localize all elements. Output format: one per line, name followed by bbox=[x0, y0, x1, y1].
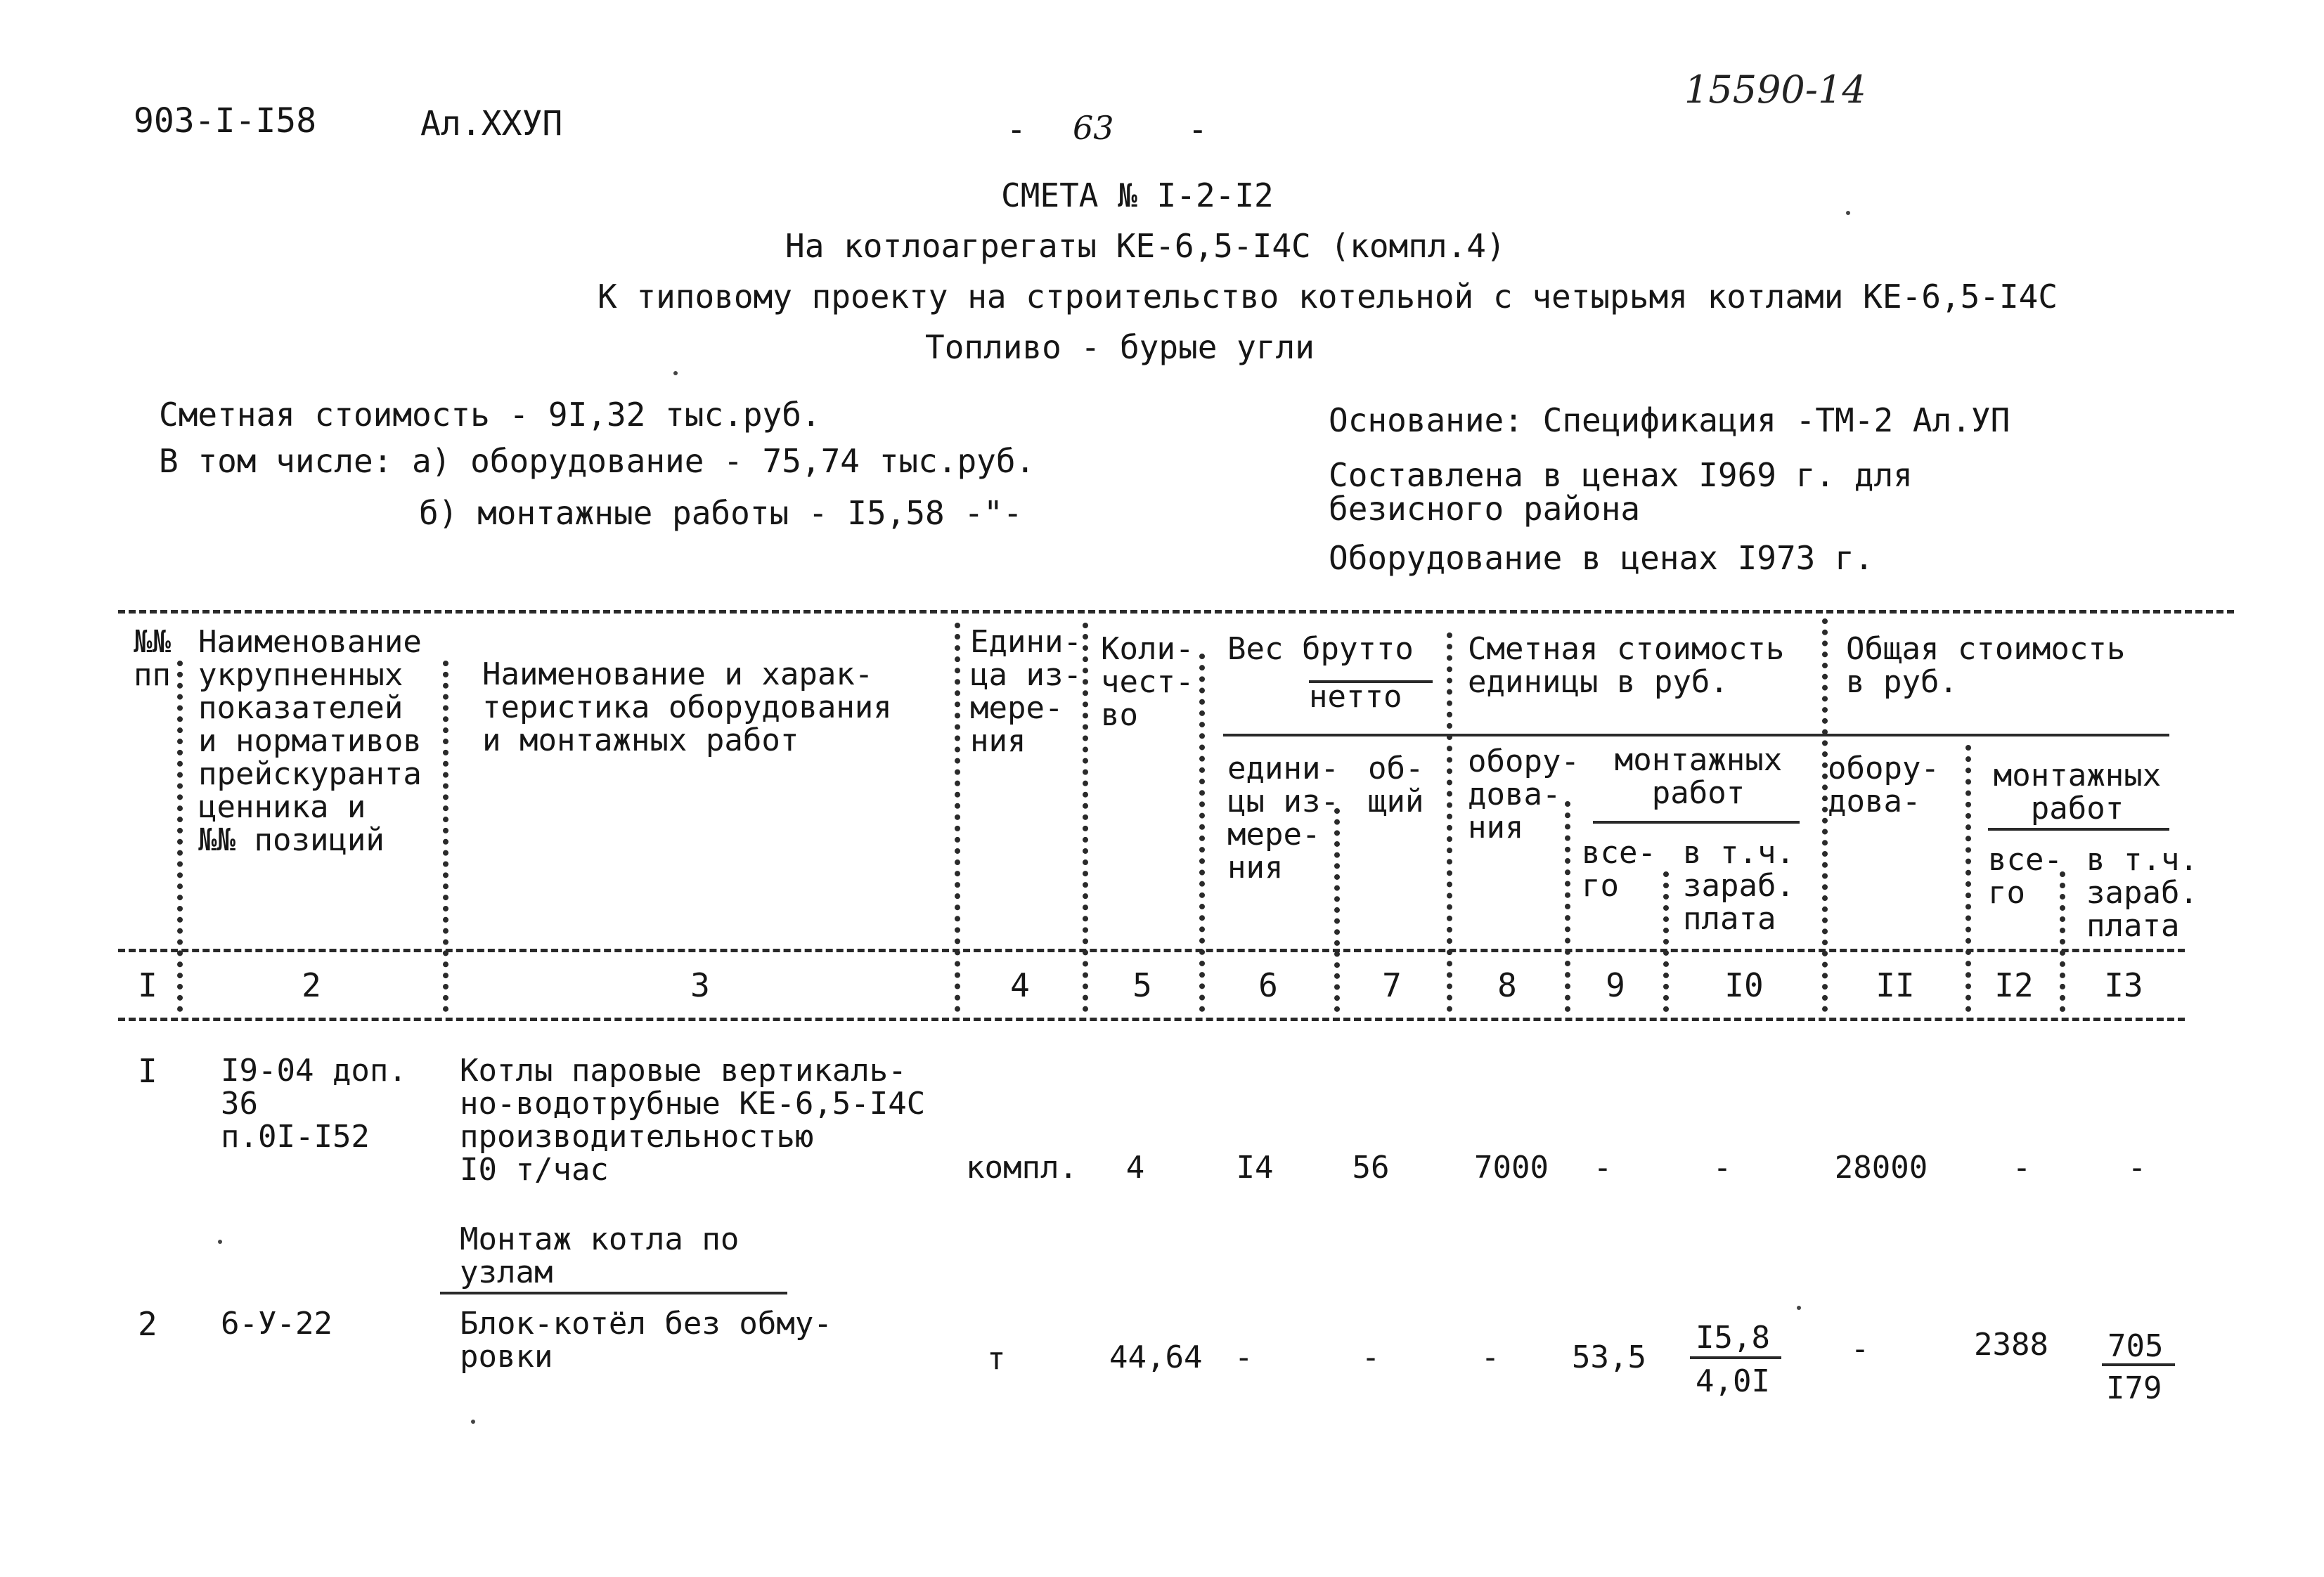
header-unit-equipment: обору- дова- ния bbox=[1468, 744, 1580, 845]
page-dash-right: - bbox=[1188, 110, 1208, 148]
cost-mounting: б) монтажные работы - I5,58 -"- bbox=[419, 494, 1023, 532]
header-total-cost: Общая стоимость в руб. bbox=[1846, 631, 2126, 700]
project-reference: К типовому проекту на строительство котельной с четырьмя котлами КЕ-6,5-I4С bbox=[598, 278, 2058, 316]
column-divider bbox=[443, 661, 448, 1012]
scan-speck bbox=[218, 1240, 222, 1244]
scan-speck bbox=[673, 371, 678, 375]
column-divider bbox=[177, 661, 183, 1012]
row-mount-all-wage-top: 705 bbox=[2107, 1328, 2164, 1364]
row-quantity: 44,64 bbox=[1109, 1339, 1203, 1375]
row-mount-total: - bbox=[1593, 1150, 1613, 1186]
column-number: I2 bbox=[1994, 966, 2034, 1004]
row-name: Котлы паровые вертикаль- но-водотрубные КЕ-6,5-I4С производительностью I0 т/час bbox=[460, 1053, 926, 1188]
column-number: I3 bbox=[2104, 966, 2143, 1004]
header-name: Наименование и харак- теристика оборудования и монтажных работ bbox=[482, 656, 892, 758]
column-number: 7 bbox=[1382, 966, 1402, 1004]
page-dash-left: - bbox=[1007, 110, 1026, 148]
scan-speck bbox=[1846, 211, 1850, 215]
price-base-note: Составлена в ценах I969 г. для bbox=[1329, 456, 1913, 494]
estimate-subject: На котлоагрегаты КЕ-6,5-I4С (компл.4) bbox=[785, 227, 1506, 265]
header-norm-code: Наименование укрупненных показателей и нормативов прейскуранта ценника и №№ позиций bbox=[198, 624, 422, 858]
column-number: 4 bbox=[1010, 966, 1030, 1004]
row-mount-all-wage-bottom: I79 bbox=[2106, 1370, 2162, 1406]
row-mount-all: 2388 bbox=[1974, 1327, 2048, 1363]
column-divider bbox=[1083, 623, 1088, 1012]
row-mount-wage: - bbox=[1712, 1150, 1732, 1186]
total-mount-rule bbox=[1988, 828, 2169, 831]
row-name: Блок-котёл без обму- ровки bbox=[460, 1306, 832, 1375]
column-number: II bbox=[1876, 966, 1915, 1004]
header-total-mount-all: все- го bbox=[1988, 842, 2062, 911]
table-top-border bbox=[118, 610, 2234, 614]
header-quantity: Коли- чест- во bbox=[1101, 631, 1194, 733]
row-equipment-unit-cost: 7000 bbox=[1474, 1150, 1549, 1186]
row-mount-total: 53,5 bbox=[1572, 1339, 1646, 1375]
column-number: 9 bbox=[1606, 966, 1625, 1004]
column-number: 8 bbox=[1497, 966, 1517, 1004]
cost-equipment: В том числе: а) оборудование - 75,74 тыс.руб. bbox=[159, 442, 1035, 480]
column-divider bbox=[955, 623, 960, 1012]
column-number: I0 bbox=[1724, 966, 1764, 1004]
column-number: 6 bbox=[1258, 966, 1278, 1004]
section-underline bbox=[440, 1292, 787, 1294]
header-weight: Вес брутто bbox=[1227, 631, 1414, 667]
handwritten-inventory-number: 15590-14 bbox=[1684, 67, 1866, 112]
scan-speck bbox=[471, 1420, 475, 1424]
estimated-cost: Сметная стоимость - 9I,32 тыс.руб. bbox=[159, 396, 821, 434]
header-bottom-border bbox=[118, 949, 2185, 952]
header-weight-total: об- щий bbox=[1368, 751, 1424, 819]
row-mount-all-wage: - bbox=[2127, 1150, 2147, 1186]
header-total-mounting: монтажных работ bbox=[1993, 758, 2162, 826]
total-cost-header-rule bbox=[1818, 734, 2169, 736]
unit-mount-rule bbox=[1593, 821, 1800, 824]
header-unit-cost: Сметная стоимость единицы в руб. bbox=[1468, 631, 1785, 700]
column-number: 2 bbox=[302, 966, 321, 1004]
basis-note: Основание: Спецификация -ТМ-2 Ал.УП bbox=[1329, 401, 2010, 439]
column-number: I bbox=[138, 966, 157, 1004]
row-weight-unit: I4 bbox=[1236, 1150, 1274, 1186]
column-divider bbox=[1822, 618, 1828, 1012]
row-equipment-total: - bbox=[1850, 1331, 1870, 1367]
row-norm-code: 6-У-22 bbox=[221, 1306, 333, 1342]
header-unit-mounting: монтажных работ bbox=[1614, 742, 1783, 811]
column-number: 5 bbox=[1132, 966, 1152, 1004]
page-number: 63 bbox=[1073, 109, 1114, 147]
row-quantity: 4 bbox=[1125, 1150, 1145, 1186]
header-weight-netto: нетто bbox=[1309, 679, 1402, 715]
header-unit-mount-wage: в т.ч. зараб. плата bbox=[1683, 835, 1795, 937]
fraction-line bbox=[2102, 1363, 2175, 1366]
row-unit: т bbox=[987, 1341, 1006, 1377]
section-heading: Монтаж котла по узлам bbox=[460, 1221, 740, 1290]
column-divider bbox=[1447, 632, 1452, 1012]
row-mount-all: - bbox=[2012, 1150, 2032, 1186]
scan-speck bbox=[1797, 1306, 1801, 1310]
header-weight-unit: едини- цы из- мере- ния bbox=[1227, 751, 1339, 885]
row-weight-unit: - bbox=[1234, 1339, 1253, 1375]
row-mount-wage-top: I5,8 bbox=[1696, 1320, 1770, 1356]
row-norm-code: I9-04 доп. 36 п.0I-I52 bbox=[221, 1053, 407, 1155]
equipment-price-note: Оборудование в ценах I973 г. bbox=[1329, 539, 1874, 577]
header-total-mount-wage: в т.ч. зараб. плата bbox=[2086, 842, 2198, 944]
fuel-type: Топливо - бурые угли bbox=[925, 328, 1315, 366]
document-code: 903-I-I58 bbox=[134, 101, 317, 141]
estimate-title: СМЕТА № I-2-I2 bbox=[1001, 176, 1274, 214]
row-number: 2 bbox=[138, 1305, 157, 1343]
album-number: Ал.XXУП bbox=[420, 104, 563, 143]
header-row-number: №№ пп bbox=[134, 624, 171, 693]
column-number: 3 bbox=[690, 966, 710, 1004]
row-number: I bbox=[138, 1052, 157, 1090]
header-total-equipment: обору- дова- bbox=[1828, 751, 1939, 819]
column-numbers-bottom-border bbox=[118, 1018, 2185, 1021]
row-equipment-total: 28000 bbox=[1834, 1150, 1928, 1186]
header-unit-mount-total: все- го bbox=[1582, 835, 1656, 904]
price-region-note: безисного района bbox=[1329, 490, 1641, 528]
row-weight-total: - bbox=[1361, 1339, 1381, 1375]
column-divider bbox=[1199, 654, 1205, 1012]
row-unit: компл. bbox=[966, 1150, 1078, 1186]
row-mount-wage-bottom: 4,0I bbox=[1696, 1363, 1770, 1399]
header-unit: Едини- ца из- мере- ния bbox=[970, 624, 1082, 759]
row-weight-total: 56 bbox=[1352, 1150, 1390, 1186]
row-equipment-unit-cost: - bbox=[1480, 1339, 1500, 1375]
fraction-line bbox=[1690, 1356, 1781, 1359]
